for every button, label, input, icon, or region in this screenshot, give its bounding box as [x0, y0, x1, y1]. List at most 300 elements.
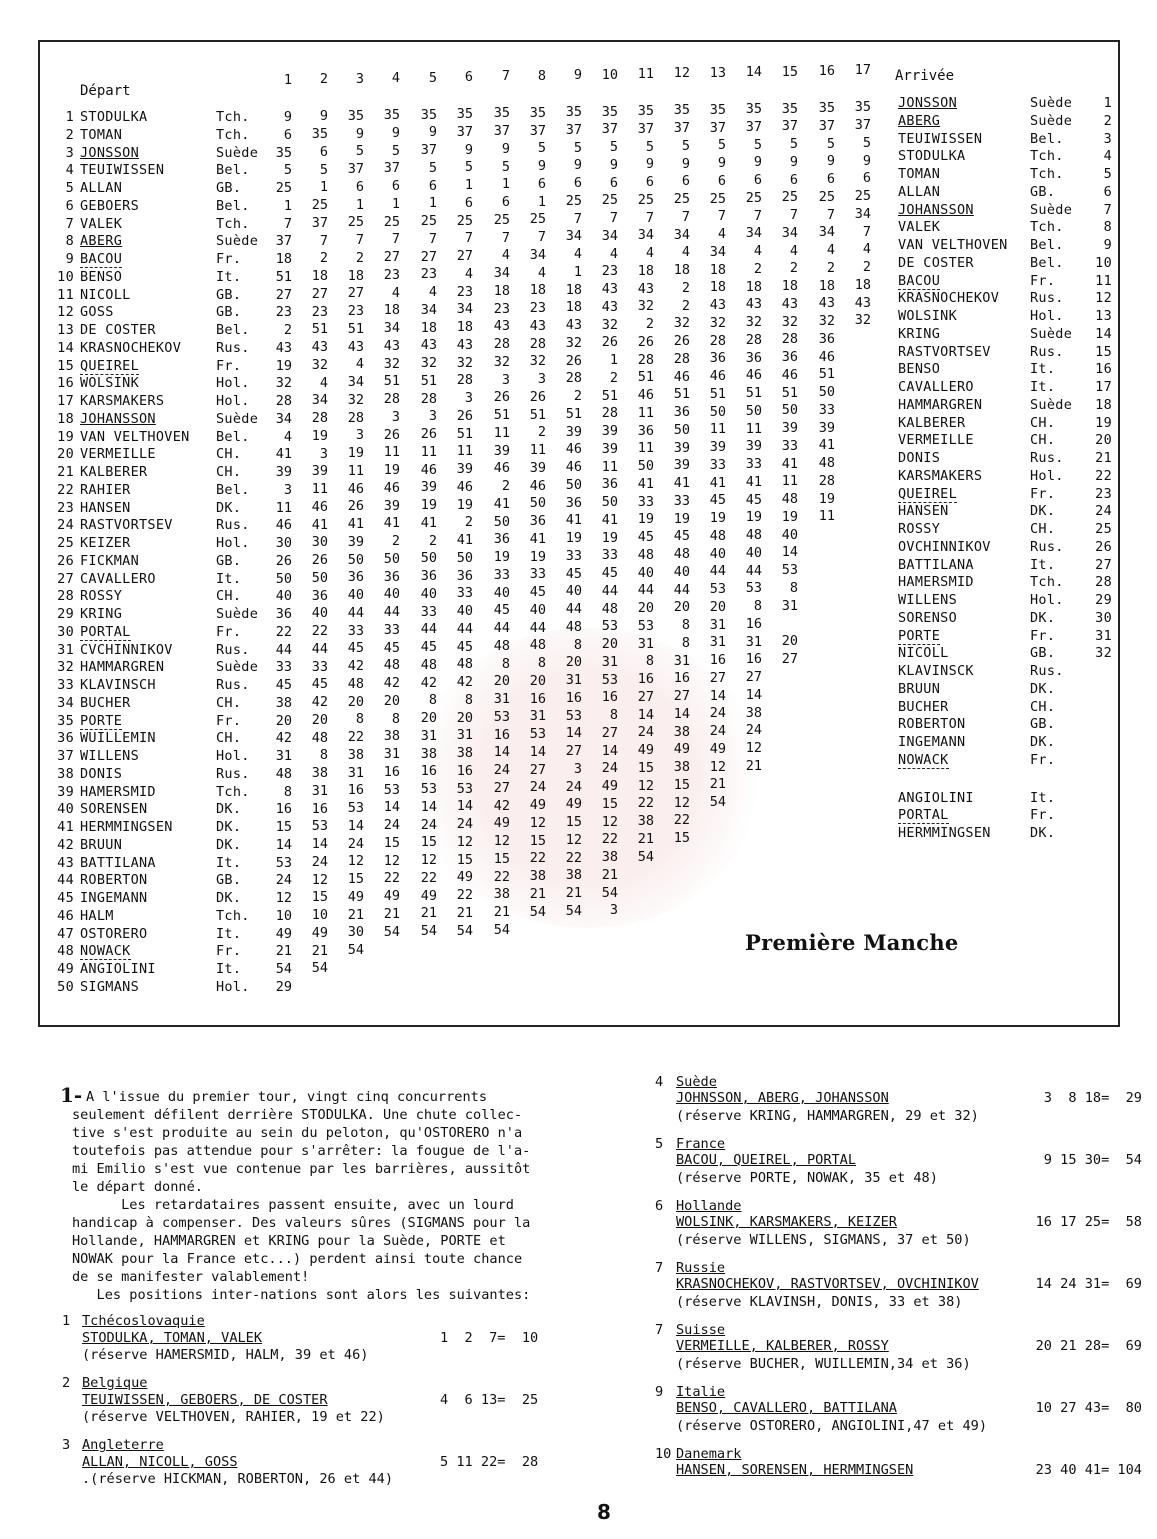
arrival-position: 30 [1095, 609, 1112, 626]
lap-position: 50 [311, 569, 328, 586]
lap-position: 9 [319, 108, 328, 125]
rider-name: INGEMANN [80, 890, 148, 906]
lap-position: 26 [456, 407, 473, 424]
lap-position: 51 [347, 320, 364, 337]
lap-position: 38 [529, 868, 546, 885]
arrival-nation: Tch. [1030, 166, 1064, 182]
rider-start-position: 38 [57, 765, 74, 782]
lap-position: 36 [709, 350, 726, 367]
lap-position: 39 [347, 533, 364, 550]
lap-position: 34 [781, 224, 798, 241]
lap-position: 33 [637, 493, 654, 510]
lap-position: 9 [862, 152, 871, 169]
lap-position: 12 [745, 740, 762, 757]
rider-start-position: 41 [57, 819, 74, 835]
lap-position: 23 [420, 266, 437, 283]
rider-start-position: 19 [57, 428, 74, 445]
lap-position: 51 [383, 373, 400, 390]
lap-position: 54 [456, 922, 473, 939]
header-lap: 12 [673, 65, 690, 82]
lap-position: 7 [428, 230, 437, 247]
nation-reserve: (réserve KLAVINSH, DONIS, 33 et 38) [676, 1294, 963, 1310]
lap-position: 6 [428, 177, 437, 194]
lap-position: 25 [745, 189, 762, 206]
rider-name: KRASNOCHEKOV [80, 339, 182, 356]
rider-nation: CH. [216, 730, 242, 747]
rider-name: ANGIOLINI [80, 961, 156, 977]
rider-nation: Suède [216, 606, 259, 622]
lap-position: 15 [529, 832, 546, 849]
lap-position: 49 [673, 741, 690, 758]
arrival-position: 15 [1095, 343, 1112, 360]
lap-position: 20 [673, 599, 690, 616]
rider-start-position: 18 [57, 410, 74, 427]
lap-position: 46 [709, 368, 726, 385]
rider-nation: DK. [216, 836, 242, 853]
lap-position: 5 [717, 137, 726, 154]
rider-nation: Tch. [216, 215, 250, 232]
lap-position: 51 [673, 386, 690, 403]
arrival-name: KARSMAKERS [898, 467, 983, 484]
lap-position: 25 [854, 188, 871, 205]
rider-name: DE COSTER [80, 322, 156, 338]
lap-position: 44 [601, 582, 618, 599]
lap-position: 31 [275, 748, 292, 764]
rider-nation: DK. [216, 819, 242, 835]
lap-position: 38 [565, 867, 582, 884]
lap-position: 28 [818, 472, 835, 489]
lap-position: 19 [745, 509, 762, 526]
lap-position: 34 [637, 227, 654, 244]
lap-position: 39 [601, 440, 618, 457]
lap-position: 7 [573, 210, 582, 227]
rider-nation: Fr. [216, 623, 242, 640]
lap-position: 37 [637, 120, 654, 137]
lap-position: 28 [456, 372, 473, 389]
lap-position: 42 [275, 730, 292, 747]
lap-position: 2 [355, 249, 364, 266]
rider-start-position: 39 [57, 783, 74, 800]
arrival-nation: Suède [1030, 112, 1073, 129]
lap-position: 31 [709, 634, 726, 651]
lap-position: 3 [319, 445, 328, 462]
lap-position: 36 [673, 404, 690, 421]
rider-nation: CH. [216, 588, 242, 605]
rider-nation: GB. [216, 286, 242, 303]
arrival-nation: Fr. [1030, 751, 1056, 768]
rider-name: HAMMARGREN [80, 659, 165, 676]
lap-position: 50 [347, 551, 364, 568]
lap-position: 24 [745, 722, 762, 739]
lap-position: 53 [781, 562, 798, 579]
rider-nation: Suède [216, 233, 259, 250]
lap-position: 12 [347, 853, 364, 870]
lap-position: 21 [637, 830, 654, 847]
lap-position: 45 [383, 639, 400, 656]
lap-position: 28 [420, 390, 437, 407]
lap-position: 2 [789, 260, 798, 277]
lap-position: 4 [501, 247, 510, 264]
lap-position: 37 [673, 120, 690, 137]
nation-reserve: (réserve WILLENS, SIGMANS, 37 et 50) [676, 1232, 971, 1248]
arrival-position: 25 [1095, 521, 1112, 537]
lap-position: 49 [420, 887, 437, 904]
nation-riders: STODULKA, TOMAN, VALEK [82, 1330, 263, 1346]
rider-nation: Suède [216, 659, 259, 676]
lap-position: 37 [818, 117, 835, 134]
lap-position: 45 [275, 677, 292, 693]
rider-start-position: 23 [57, 499, 74, 516]
lap-position: 20 [275, 712, 292, 729]
lap-position: 48 [347, 675, 364, 692]
lap-position: 49 [601, 778, 618, 795]
lap-position: 46 [311, 498, 328, 515]
lap-position: 31 [311, 782, 328, 799]
lap-position: 32 [275, 375, 292, 392]
lap-position: 32 [745, 314, 762, 331]
arrival-nation: Fr. [1030, 485, 1056, 502]
lap-position: 4 [645, 245, 654, 261]
lap-position: 54 [601, 884, 618, 901]
lap-position: 27 [601, 724, 618, 741]
lap-position: 27 [637, 688, 654, 705]
lap-position: 45 [347, 640, 364, 657]
lap-position: 37 [456, 123, 473, 140]
rider-nation: Tch. [216, 907, 250, 924]
lap-position: 11 [347, 462, 364, 479]
lap-position: 49 [383, 888, 400, 905]
nation-score: 23 40 41= 104 [1035, 1462, 1142, 1478]
lap-position: 34 [275, 410, 292, 427]
lap-position: 12 [311, 871, 328, 888]
lap-position: 11 [311, 481, 328, 498]
lap-position: 28 [745, 331, 762, 348]
lap-position: 25 [781, 189, 798, 206]
nation-reserve: (réserve BUCHER, WUILLEMIN,34 et 36) [676, 1356, 971, 1372]
lap-position: 23 [347, 303, 364, 320]
lap-position: 11 [456, 443, 473, 460]
lap-position: 35 [709, 101, 726, 118]
lap-position: 51 [456, 425, 473, 442]
lap-position: 5 [789, 136, 798, 153]
lap-position: 11 [493, 424, 510, 441]
lap-position: 15 [347, 871, 364, 888]
lap-position: 53 [601, 618, 618, 635]
arrival-nation: DK. [1030, 680, 1056, 697]
rider-start-position: 24 [57, 517, 74, 534]
lap-position: 51 [493, 407, 510, 424]
rider-start-position: 40 [57, 801, 74, 818]
lap-position: 15 [383, 834, 400, 851]
lap-position: 5 [681, 137, 690, 154]
intro-line: le départ donné. [72, 1179, 203, 1195]
lap-position: 36 [601, 476, 618, 493]
lap-position: 45 [311, 676, 328, 693]
arrival-name: BACOU [898, 272, 941, 289]
rider-nation: It. [216, 268, 242, 285]
arrival-nation: Tch. [1030, 219, 1064, 236]
rider-name: RASTVORTSEV [80, 517, 173, 534]
lap-position: 48 [781, 491, 798, 508]
rider-start-position: 35 [57, 712, 74, 729]
nation-riders: HANSEN, SORENSEN, HERMMINGSEN [676, 1462, 914, 1478]
lap-position: 46 [818, 348, 835, 365]
lap-position: 32 [383, 355, 400, 372]
rider-nation: DK. [216, 890, 242, 906]
lap-position: 45 [601, 565, 618, 582]
header-lap: 2 [319, 71, 328, 88]
arrival-name: VERMEILLE [898, 432, 974, 449]
lap-position: 20 [601, 636, 618, 653]
nation-score: 5 11 22= 28 [440, 1454, 539, 1470]
nation-rank: 6 [655, 1198, 664, 1214]
lap-position: 18 [854, 276, 871, 293]
lap-position: 43 [311, 339, 328, 356]
rider-start-position: 25 [57, 535, 74, 551]
lap-position: 40 [493, 584, 510, 601]
nation-rank: 7 [655, 1260, 664, 1276]
lap-position: 45 [456, 638, 473, 655]
lap-position: 35 [818, 100, 835, 116]
lap-position: 41 [565, 512, 582, 529]
lap-position: 21 [456, 904, 473, 921]
rider-start-position: 46 [57, 907, 74, 924]
lap-position: 41 [637, 475, 654, 492]
lap-position: 8 [428, 692, 437, 709]
lap-position: 40 [709, 545, 726, 562]
arrival-name: TEUIWISSEN [898, 130, 983, 147]
nation-score: 14 24 31= 69 [1035, 1276, 1142, 1292]
lap-position: 41 [709, 474, 726, 491]
lap-position: 22 [493, 868, 510, 885]
lap-position: 1 [573, 263, 582, 280]
lap-position: 1 [319, 179, 328, 196]
lap-position: 9 [826, 153, 835, 170]
lap-position: 43 [529, 317, 546, 334]
lap-position: 43 [383, 337, 400, 354]
rider-nation: GB. [216, 304, 242, 321]
lap-position: 33 [383, 621, 400, 638]
lap-position: 37 [311, 214, 328, 231]
rider-name: ROBERTON [80, 872, 148, 889]
lap-position: 5 [537, 140, 546, 157]
lap-position: 38 [275, 694, 292, 711]
lap-position: 23 [493, 300, 510, 317]
rider-start-position: 9 [65, 251, 74, 267]
rider-nation: Tch. [216, 126, 250, 143]
arrival-nation: Hol. [1030, 467, 1064, 484]
lap-position: 24 [275, 872, 292, 889]
arrival-nation: Bel. [1030, 237, 1064, 253]
arrival-nation: Rus. [1030, 663, 1064, 679]
arrival-position: 32 [1095, 645, 1112, 662]
lap-position: 37 [347, 161, 364, 178]
lap-position: 27 [745, 669, 762, 686]
lap-position: 16 [745, 615, 762, 632]
lap-position: 20 [781, 633, 798, 650]
lap-position: 6 [391, 178, 400, 195]
lap-position: 27 [709, 669, 726, 686]
rider-start-position: 49 [57, 961, 74, 977]
lap-position: 51 [420, 372, 437, 389]
lap-position: 6 [537, 175, 546, 192]
lap-position: 38 [383, 728, 400, 745]
lap-position: 43 [420, 337, 437, 354]
arrival-position: 19 [1095, 414, 1112, 431]
lap-position: 34 [601, 227, 618, 244]
rider-start-position: 7 [65, 215, 74, 232]
rider-nation: GB. [216, 180, 242, 196]
lap-position: 16 [637, 671, 654, 687]
lap-position: 8 [573, 636, 582, 653]
lap-position: 25 [673, 191, 690, 208]
lap-position: 2 [862, 259, 871, 276]
lap-position: 46 [383, 479, 400, 496]
lap-position: 25 [383, 213, 400, 230]
rider-name: SIGMANS [80, 978, 139, 995]
lap-position: 34 [745, 225, 762, 242]
rider-nation: Fr. [216, 357, 242, 374]
lap-position: 40 [347, 587, 364, 604]
lap-position: 24 [347, 835, 364, 852]
lap-position: 19 [275, 357, 292, 374]
header-lap: 13 [709, 64, 726, 81]
lap-position: 28 [601, 405, 618, 422]
lap-position: 8 [501, 655, 510, 672]
lap-position: 12 [493, 833, 510, 850]
rider-name: WILLENS [80, 748, 139, 764]
lap-position: 6 [862, 170, 871, 187]
arrival-position: 28 [1095, 574, 1112, 591]
arrival-name: BENSO [898, 361, 941, 378]
lap-position: 21 [601, 866, 618, 883]
lap-position: 45 [493, 602, 510, 619]
lap-position: 19 [781, 508, 798, 525]
arrival-name: DONIS [898, 450, 941, 466]
lap-position: 2 [681, 297, 690, 314]
lap-position: 2 [319, 250, 328, 267]
lap-position: 5 [645, 138, 654, 155]
rider-start-position: 8 [65, 233, 74, 250]
arrival-name: HERMMINGSEN [898, 825, 991, 841]
lap-position: 34 [565, 228, 582, 245]
arrival-name: ANGIOLINI [898, 789, 974, 806]
lap-position: 36 [493, 531, 510, 548]
lap-position: 15 [311, 889, 328, 906]
lap-position: 46 [745, 367, 762, 384]
lap-position: 7 [789, 207, 798, 224]
lap-position: 48 [601, 600, 618, 617]
lap-position: 46 [565, 459, 582, 476]
lap-position: 29 [275, 978, 292, 995]
lap-position: 36 [420, 568, 437, 585]
lap-position: 32 [456, 354, 473, 371]
lap-position: 20 [565, 654, 582, 671]
lap-position: 6 [573, 175, 582, 192]
rider-nation: Tch. [216, 783, 250, 800]
arrival-position: 5 [1103, 166, 1112, 182]
lap-position: 43 [781, 295, 798, 312]
lap-position: 39 [673, 457, 690, 474]
lap-position: 8 [355, 711, 364, 728]
lap-position: 33 [745, 456, 762, 473]
lap-position: 42 [347, 658, 364, 675]
lap-position: 44 [709, 563, 726, 580]
rider-start-position: 42 [57, 836, 74, 853]
lap-position: 14 [529, 743, 546, 760]
lap-position: 53 [601, 671, 618, 688]
rider-name: KEIZER [80, 535, 131, 551]
lap-position: 14 [275, 836, 292, 853]
lap-position: 43 [745, 296, 762, 313]
lap-position: 8 [753, 598, 762, 615]
lap-position: 39 [456, 461, 473, 477]
lap-position: 35 [565, 104, 582, 121]
lap-position: 40 [745, 544, 762, 561]
lap-position: 41 [529, 530, 546, 547]
lap-position: 39 [529, 459, 546, 476]
lap-position: 32 [781, 313, 798, 330]
lap-position: 19 [709, 510, 726, 527]
lap-position: 16 [420, 763, 437, 780]
lap-position: 34 [818, 224, 835, 241]
rider-name: WUILLEMIN [80, 730, 156, 747]
lap-position: 19 [347, 445, 364, 462]
lap-position: 15 [456, 851, 473, 868]
lap-position: 18 [673, 262, 690, 279]
lap-position: 35 [275, 144, 292, 161]
lap-position: 4 [573, 246, 582, 263]
nation-riders: BACOU, QUEIREL, PORTAL [676, 1152, 857, 1168]
lap-position: 36 [275, 606, 292, 622]
lap-position: 31 [781, 597, 798, 614]
lap-position: 14 [745, 686, 762, 703]
rider-nation: Rus. [216, 641, 250, 658]
arrival-nation: CH. [1030, 414, 1056, 431]
rider-start-position: 31 [57, 641, 74, 658]
lap-position: 51 [311, 321, 328, 338]
lap-position: 53 [311, 818, 328, 835]
lap-position: 9 [355, 125, 364, 142]
header-lap: 17 [854, 62, 871, 79]
lap-position: 11 [781, 473, 798, 490]
arrival-nation: GB. [1030, 716, 1056, 733]
lap-position: 54 [311, 960, 328, 977]
lap-position: 48 [529, 637, 546, 654]
lap-position: 15 [420, 834, 437, 851]
lap-position: 33 [311, 658, 328, 675]
lap-position: 36 [637, 422, 654, 439]
nation-country: Danemark [676, 1446, 742, 1462]
lap-position: 1 [501, 176, 510, 193]
rider-start-position: 1 [65, 109, 74, 125]
lap-position: 22 [347, 729, 364, 746]
rider-nation: DK. [216, 801, 242, 818]
rider-nation: Bel. [216, 481, 250, 498]
lap-position: 49 [529, 797, 546, 814]
lap-position: 2 [391, 533, 400, 550]
lap-position: 7 [609, 210, 618, 227]
lap-position: 32 [565, 334, 582, 351]
lap-position: 34 [456, 301, 473, 318]
lap-position: 40 [456, 603, 473, 619]
lap-position: 5 [319, 161, 328, 178]
lap-position: 46 [529, 477, 546, 494]
arrival-name: KRING [898, 325, 941, 342]
arrival-nation: It. [1030, 361, 1056, 378]
header-lap: 16 [818, 63, 835, 79]
arrival-nation: CH. [1030, 698, 1056, 715]
